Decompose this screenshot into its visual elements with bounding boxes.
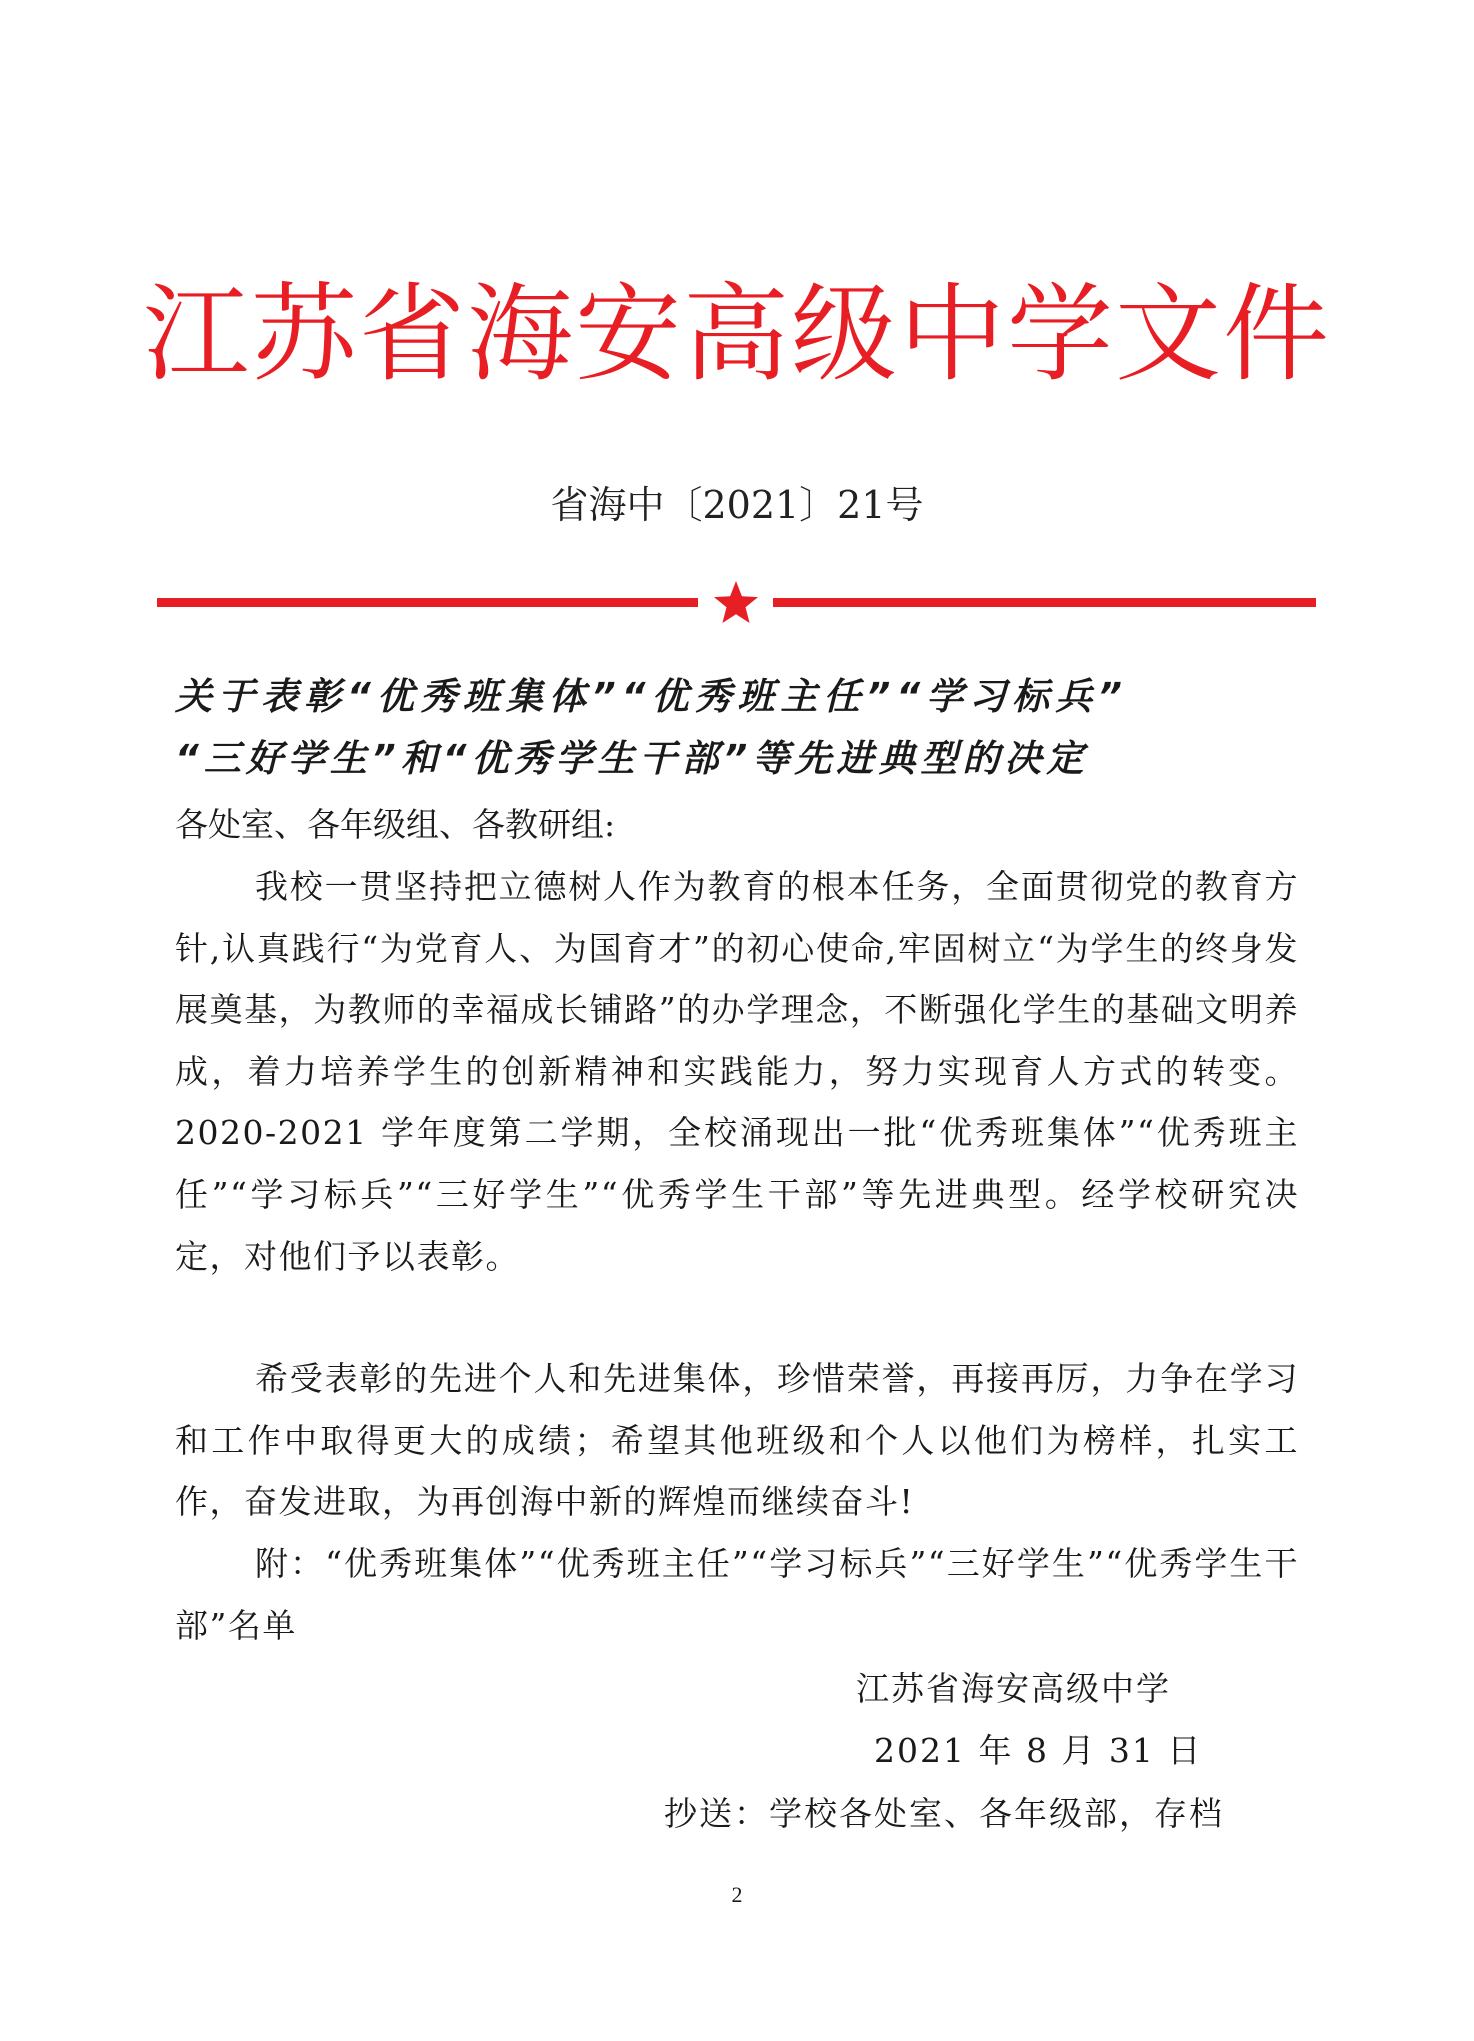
attachment-note: 附：“优秀班集体”“优秀班主任”“学习标兵”“三好学生”“优秀学生干部”名单	[175, 1544, 1299, 1645]
body-paragraph-2: 希受表彰的先进个人和先进集体，珍惜荣誉，再接再厉，力争在学习和工作中取得更大的成绩；希望其他班级和个人以他们为榜样，扎实工作，奋发进取，为再创海中新的辉煌而继续奋斗!	[175, 1359, 1299, 1522]
document-title-line-1: 关于表彰“优秀班集体”“优秀班主任”“学习标兵”	[175, 675, 1128, 718]
body-paragraph-1: 我校一贯坚持把立德树人作为教育的根本任务，全面贯彻党的教育方针,认真践行“为党育人、为国育才”的初心使命,牢固树立“为学生的终身发展奠基，为教师的幸福成长铺路”的办学理念，不断强化学生的基础文明养成，着力培养学生的创新精神和实践能力，努力实现育人方式的转变。2020-2021 学年度第二学期，全校涌现出一批“优秀班集体”“优秀班主任”“学习标兵”“三好学生”“优秀学生干部”等先进典型。经学校研究决定，对他们予以表彰。	[175, 867, 1299, 1276]
document-title-line-2: “三好学生”和“优秀学生干部”等先进典型的决定	[175, 737, 1089, 780]
issue-date: 2021 年 8 月 31 日	[874, 1731, 1203, 1770]
document-header-title: 江苏省海安高级中学文件	[143, 273, 1331, 396]
star-icon	[712, 578, 760, 626]
red-divider-right	[773, 598, 1316, 607]
page-number: 2	[731, 1882, 743, 1907]
signer-organization: 江苏省海安高级中学	[856, 1669, 1171, 1708]
document-number: 省海中〔2021〕21号	[550, 483, 924, 527]
red-divider-left	[157, 598, 698, 607]
salutation: 各处室、各年级组、各教研组:	[175, 805, 616, 844]
carbon-copy-line: 抄送：学校各处室、各年级部，存档	[664, 1794, 1224, 1833]
